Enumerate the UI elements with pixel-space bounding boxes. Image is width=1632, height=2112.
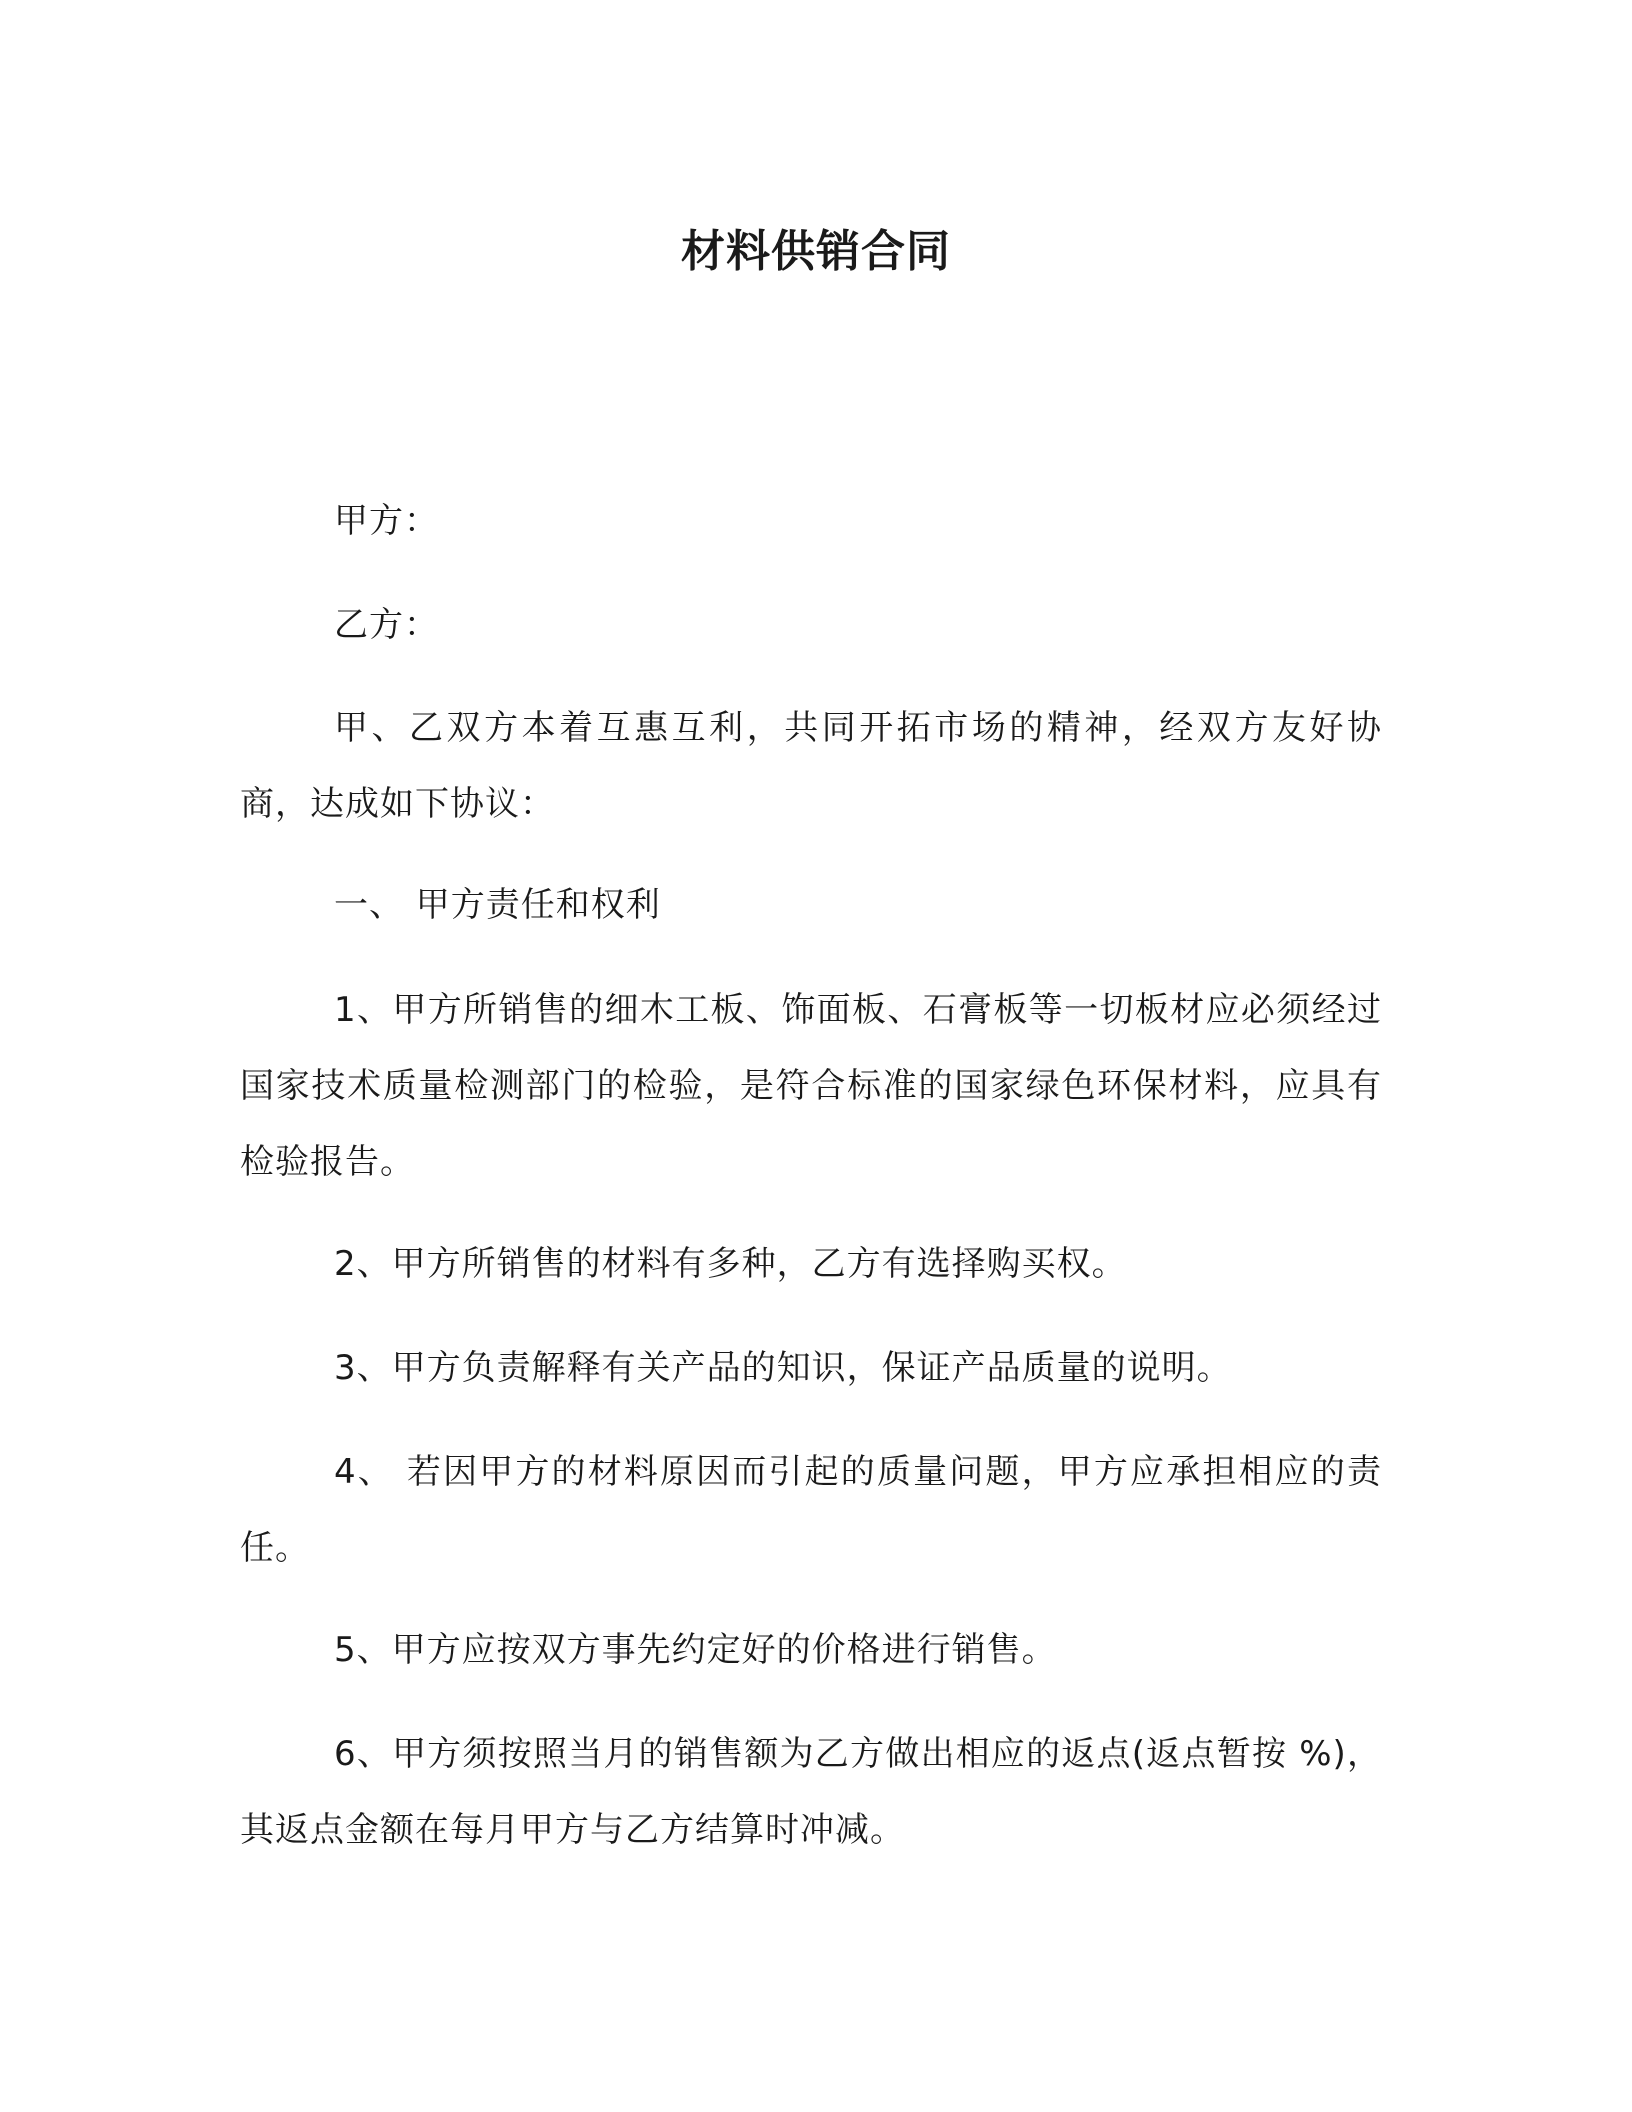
clause-1: 1、甲方所销售的细木工板、饰面板、石膏板等一切板材应必须经过国家技术质量检测部门的检验，是符合标准的国家绿色环保材料，应具有检验报告。 bbox=[240, 990, 1382, 1182]
clause-2: 2、甲方所销售的材料有多种，乙方有选择购买权。 bbox=[334, 1244, 1127, 1284]
party-b-label: 乙方： bbox=[334, 605, 439, 645]
party-a-label: 甲方： bbox=[334, 501, 439, 541]
intro-paragraph: 甲、乙双方本着互惠互利，共同开拓市场的精神，经双方友好协商，达成如下协议： bbox=[240, 708, 1382, 824]
document-title: 材料供销合同 bbox=[681, 226, 951, 277]
clause-4: 4、 若因甲方的材料原因而引起的质量问题，甲方应承担相应的责任。 bbox=[240, 1452, 1382, 1568]
clause-3: 3、甲方负责解释有关产品的知识，保证产品质量的说明。 bbox=[334, 1348, 1232, 1388]
clause-6: 6、甲方须按照当月的销售额为乙方做出相应的返点(返点暂按 %)，其返点金额在每月甲方与乙方结算时冲减。 bbox=[240, 1734, 1382, 1850]
section-heading: 一、 甲方责任和权利 bbox=[334, 885, 661, 925]
clause-5: 5、甲方应按双方事先约定好的价格进行销售。 bbox=[334, 1630, 1057, 1670]
